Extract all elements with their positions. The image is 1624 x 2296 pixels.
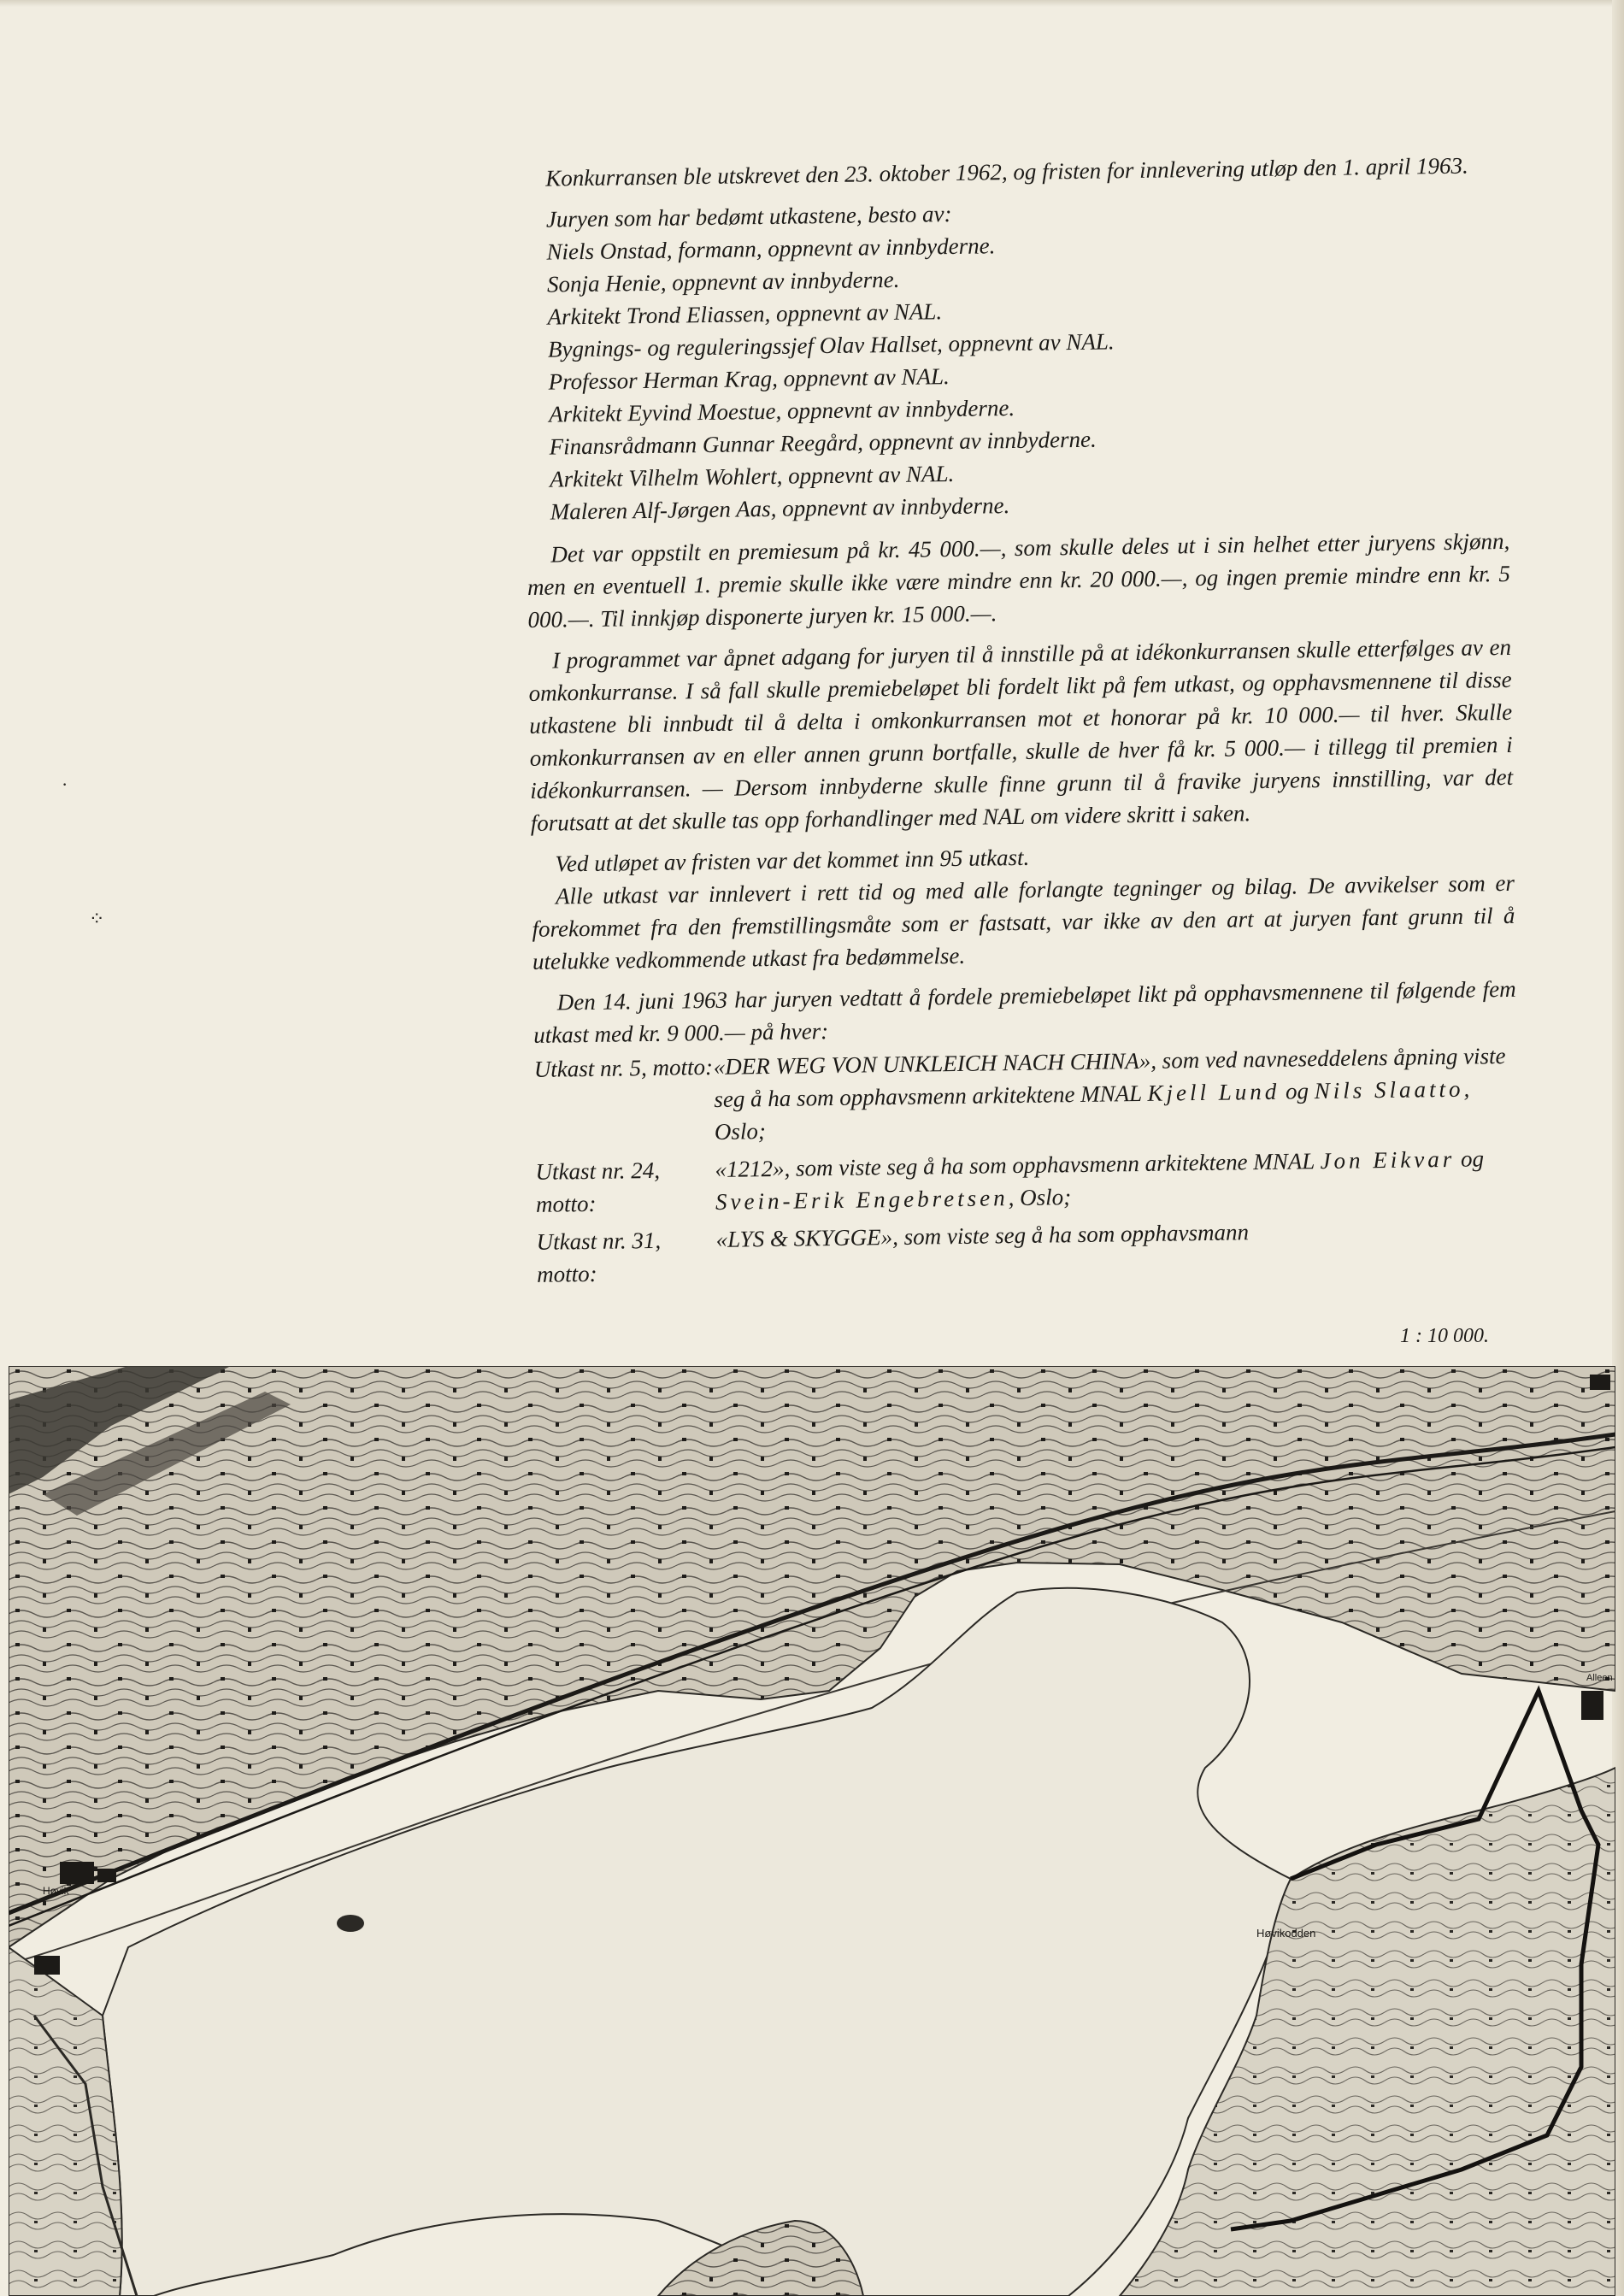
jury-member: Arkitekt Trond Eliassen, oppnevnt av NAL. (547, 298, 943, 330)
jury-list (522, 190, 1509, 528)
intro-paragraph: Konkurransen ble utskrevet den 23. oktober 1962, og fristen for innlevering utløp den 1. april 1963. (545, 152, 1468, 191)
jury-member: Niels Onstad, formann, oppnevnt av innbyderne. (546, 233, 996, 265)
margin-speck: ⁘ (89, 908, 105, 929)
architect-name: Jon Eikvar (1320, 1145, 1456, 1174)
small-island (337, 1915, 364, 1932)
jury-member: Arkitekt Eyvind Moestue, oppnevnt av innbyderne. (548, 394, 1015, 427)
entry-description: «1212», som viste seg å ha som opphavsmenn arkitektene MNAL (715, 1148, 1321, 1182)
jury-member: Arkitekt Vilhelm Wohlert, oppnevnt av NAL. (549, 460, 955, 492)
jury-member: Bygnings- og reguleringssjef Olav Hallset, oppnevnt av NAL. (547, 328, 1115, 362)
architect-name: Kjell Lund (1147, 1078, 1280, 1106)
site-map (9, 1366, 1615, 2296)
map-label-road: Alleen (1586, 1673, 1613, 1683)
entry-5 (534, 1039, 1518, 1151)
entry-text (715, 1142, 1519, 1218)
entry-label: Utkast nr. 24, motto: (535, 1157, 661, 1217)
entry-description: «LYS & SKYGGE», som viste seg å ha som opphavsmann (715, 1219, 1250, 1252)
margin-speck: · (62, 774, 68, 795)
entry-location: , Oslo; (714, 1075, 1470, 1145)
entry-join: og (1455, 1145, 1485, 1172)
jury-member: Maleren Alf-Jørgen Aas, oppnevnt av innbyderne. (550, 492, 1010, 525)
program-paragraph: I programmet var åpnet adgang for juryen til å innstille på at idékonkurransen skulle etterfølges av en omkonkurranse. I så fall skulle premiebeløpet bli fordelt likt på fem utkast, og opphavsmennene til disse utkastene bli innbudt til å delta i omkonkurransen mot et honorar på kr. 10 000.— til hver. Skulle omkonkurransen av en eller annen grunn bortfalle, skulle de hver få kr. 5 000.— i tillegg til premien i idékonkurransen. — Dersom innbyderne skulle finne grunn til å fravike juryens innstilling, var det forutsatt at det skulle tas opp forhandlinger med NAL om videre skritt i saken. (528, 633, 1514, 836)
architect-name: Nils Slaatto (1314, 1075, 1464, 1104)
land-west (9, 1947, 122, 2296)
entry-31 (536, 1212, 1520, 1291)
decision-paragraph: Den 14. juni 1963 har juryen vedtatt å fordele premiebeløpet likt på opphavsmennene til følgende fem utkast med kr. 9 000.— på hver: (533, 975, 1516, 1048)
map-drawing (9, 1366, 1615, 2296)
page-top-shadow (0, 0, 1624, 7)
map-label-peninsula: Høvikodden (1256, 1927, 1316, 1940)
jury-heading: Juryen som har bedømt utkastene, besto av: (545, 200, 952, 233)
prize-paragraph: Det var oppstilt en premiesum på kr. 45 000.—, som skulle deles ut i sin helhet etter juryens skjønn, men en eventuell 1. premie skulle ikke være mindre enn kr. 20 000.—, og ingen premie mindre enn kr. 5 000.—. Til innkjøp disponerte juryen kr. 15 000.—. (527, 527, 1511, 633)
entry-location: , Oslo; (1008, 1184, 1072, 1211)
entry-text (715, 1212, 1520, 1288)
competition-text (521, 149, 1520, 1296)
deadline-paragraph: Ved utløpet av fristen var det kommet inn 95 utkast. (555, 844, 1030, 877)
entry-join: og (1280, 1078, 1315, 1104)
jury-member: Finansrådmann Gunnar Reegård, oppnevnt av innbyderne. (549, 426, 1097, 460)
entry-text (714, 1039, 1519, 1148)
architect-name: Svein-Erik Engebretsen (715, 1185, 1009, 1215)
jury-member: Sonja Henie, oppnevnt av innbyderne. (546, 266, 900, 297)
entry-description: «DER WEG VON UNKLEICH NACH CHINA», som ved navneseddelens åpning viste seg å ha som opphavsmenn arkitektene MNAL (713, 1043, 1506, 1112)
entry-label: Utkast nr. 31, motto: (536, 1227, 662, 1287)
jury-member: Professor Herman Krag, oppnevnt av NAL. (548, 363, 950, 395)
entry-24 (535, 1142, 1519, 1221)
entry-label: Utkast nr. 5, motto: (533, 1053, 714, 1082)
submission-paragraph: Alle utkast var innlevert i rett tid og med alle forlangte tegninger og bilag. De avvikelser som er forekommet fra den fremstillingsmåte som er fastsatt, var ikke av den art at juryen fant grunn til å utelukke vedkommende utkast fra bedømmelse. (532, 869, 1515, 974)
map-label-hovik: Høvik (43, 1885, 69, 1897)
map-scale-label: 1 : 10 000. (1400, 1325, 1489, 1347)
